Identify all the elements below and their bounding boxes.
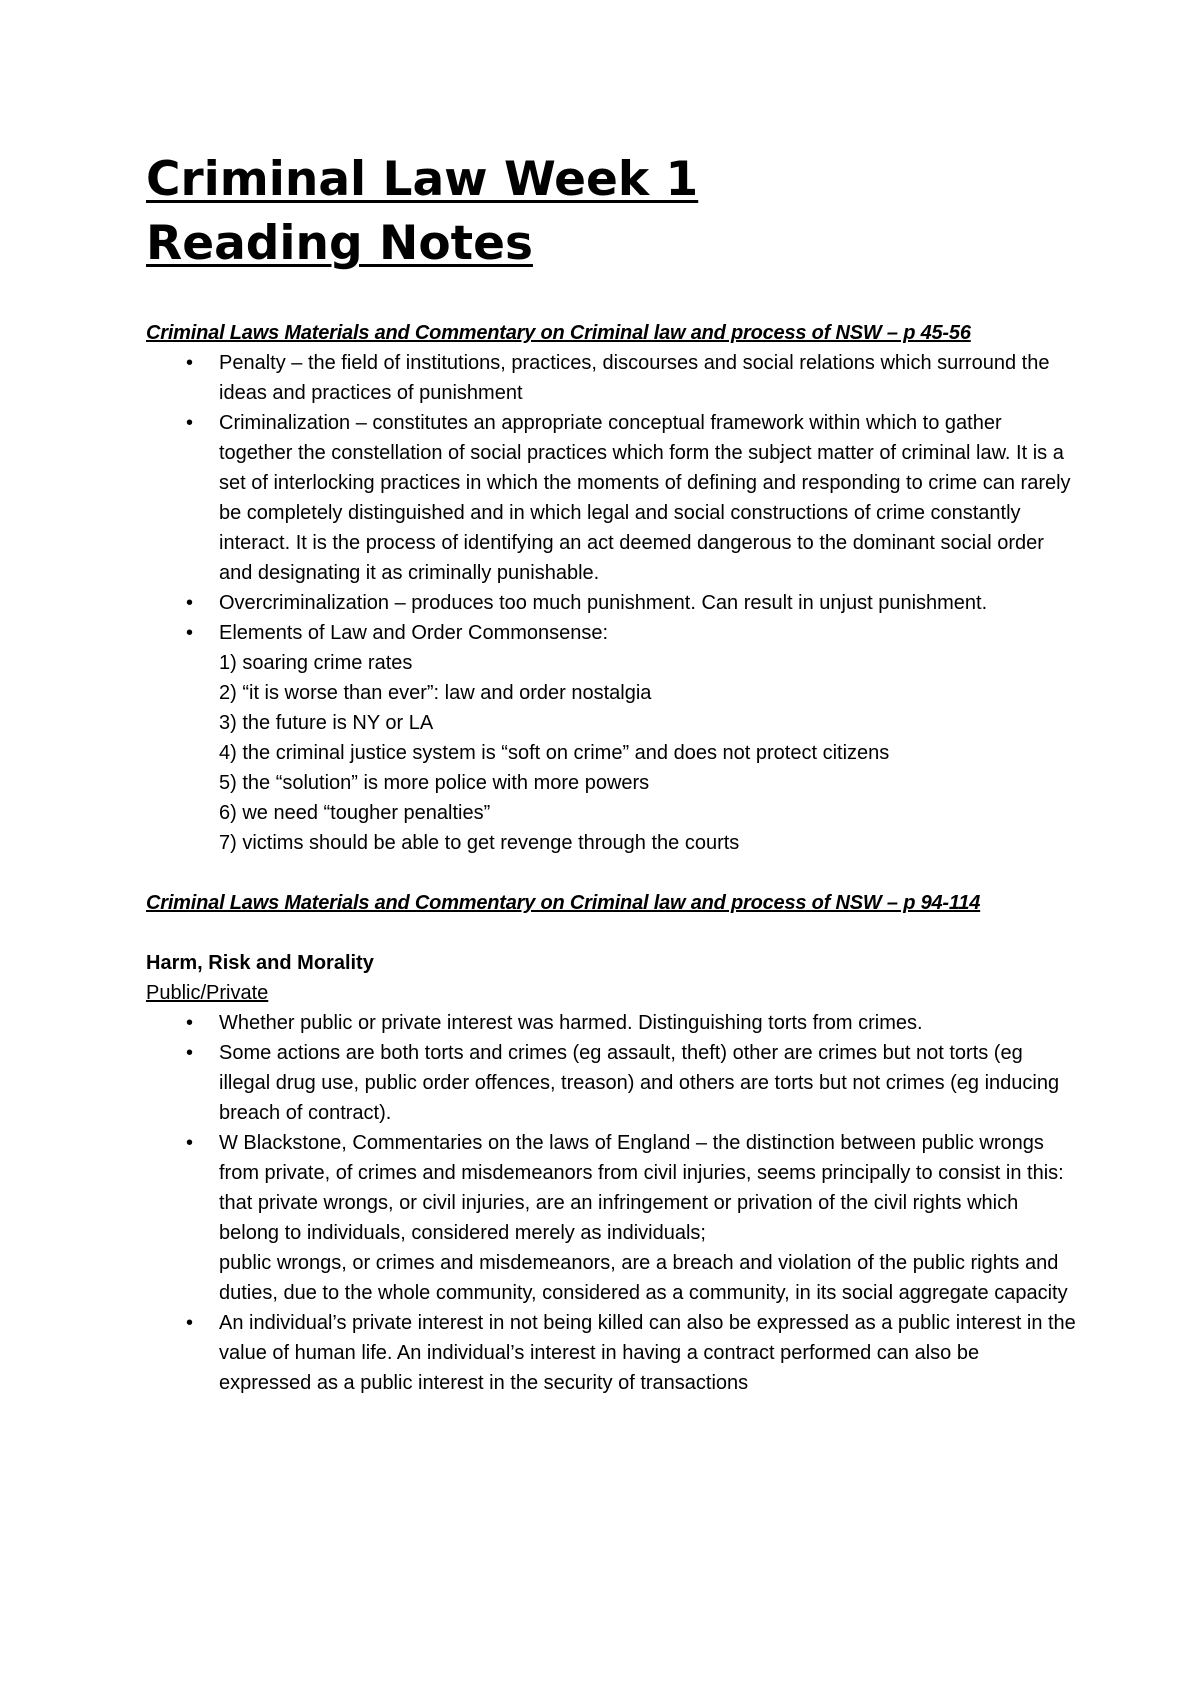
bullet-text: Penalty – the field of institutions, practices, discourses and social relations which surround the ideas and practices of punishment	[219, 352, 1050, 404]
section-2-subheading: Public/Private	[146, 982, 269, 1004]
bullet-icon: •	[186, 1132, 194, 1154]
list-item	[146, 408, 1076, 588]
section-2-heading: Harm, Risk and Morality	[146, 952, 374, 974]
section-1-bullet-list	[146, 348, 1076, 858]
blackstone-intro: W Blackstone, Commentaries on the laws of England – the distinction between public wrongs from private, of crimes and misdemeanors from civil injuries, seems principally to consist in this:	[219, 1132, 1064, 1184]
bullet-icon: •	[186, 622, 194, 644]
section-1-reference: Criminal Laws Materials and Commentary on Criminal law and process of NSW – p 45-56	[146, 322, 971, 344]
section-2-bullet-list	[146, 1008, 1076, 1398]
list-item	[146, 348, 1076, 408]
blackstone-private: that private wrongs, or civil injuries, are an infringement or privation of the civil rights which belong to individuals, considered merely as individuals;	[219, 1192, 1019, 1244]
bullet-text: Whether public or private interest was harmed. Distinguishing torts from crimes.	[219, 1012, 923, 1034]
list-item	[146, 1008, 1076, 1038]
bullet-icon: •	[186, 1012, 194, 1034]
bullet-icon: •	[186, 412, 194, 434]
bullet-icon: •	[186, 1042, 194, 1064]
bullet-text: An individual’s private interest in not being killed can also be expressed as a public interest in the value of human life. An individual’s interest in having a contract performed can also be expressed as a public interest in the security of transactions	[219, 1312, 1076, 1394]
list-item	[146, 1308, 1076, 1398]
list-item	[146, 588, 1076, 618]
bullet-icon: •	[186, 352, 194, 374]
commonsense-item: 6) we need “tougher penalties”	[219, 802, 491, 824]
commonsense-item: 4) the criminal justice system is “soft on crime” and does not protect citizens	[219, 742, 890, 764]
title-line-2: Reading Notes	[146, 216, 533, 271]
list-item-blackstone	[146, 1128, 1076, 1308]
title-line-1: Criminal Law Week 1	[146, 152, 699, 207]
list-item-commonsense	[146, 618, 1076, 858]
document-page	[146, 148, 1076, 1398]
commonsense-item: 3) the future is NY or LA	[219, 712, 434, 734]
blackstone-public: public wrongs, or crimes and misdemeanors, are a breach and violation of the public rights and duties, due to the whole community, considered as a community, in its social aggregate capacity	[219, 1252, 1068, 1304]
list-item	[146, 1038, 1076, 1128]
commonsense-item: 2) “it is worse than ever”: law and order nostalgia	[219, 682, 652, 704]
commonsense-item: 5) the “solution” is more police with more powers	[219, 772, 650, 794]
bullet-text: Criminalization – constitutes an appropriate conceptual framework within which to gather together the constellation of social practices which form the subject matter of criminal law. It is a set of interlocking practices in which the moments of defining and responding to crime can rarely be completely distinguished and in which legal and social constructions of crime constantly interact. It is the process of identifying an act deemed dangerous to the dominant social order and designating it as criminally punishable.	[219, 412, 1071, 584]
commonsense-item: 7) victims should be able to get revenge through the courts	[219, 832, 740, 854]
bullet-icon: •	[186, 1312, 194, 1334]
bullet-icon: •	[186, 592, 194, 614]
document-title	[146, 148, 1076, 276]
commonsense-item: 1) soaring crime rates	[219, 652, 413, 674]
bullet-text: Overcriminalization – produces too much punishment. Can result in unjust punishment.	[219, 592, 988, 614]
bullet-text: Some actions are both torts and crimes (eg assault, theft) other are crimes but not torts (eg illegal drug use, public order offences, treason) and others are torts but not crimes (eg inducing breach of contract).	[219, 1042, 1060, 1124]
section-2-reference: Criminal Laws Materials and Commentary on Criminal law and process of NSW – p 94-114	[146, 892, 981, 914]
commonsense-intro: Elements of Law and Order Commonsense:	[219, 622, 609, 644]
